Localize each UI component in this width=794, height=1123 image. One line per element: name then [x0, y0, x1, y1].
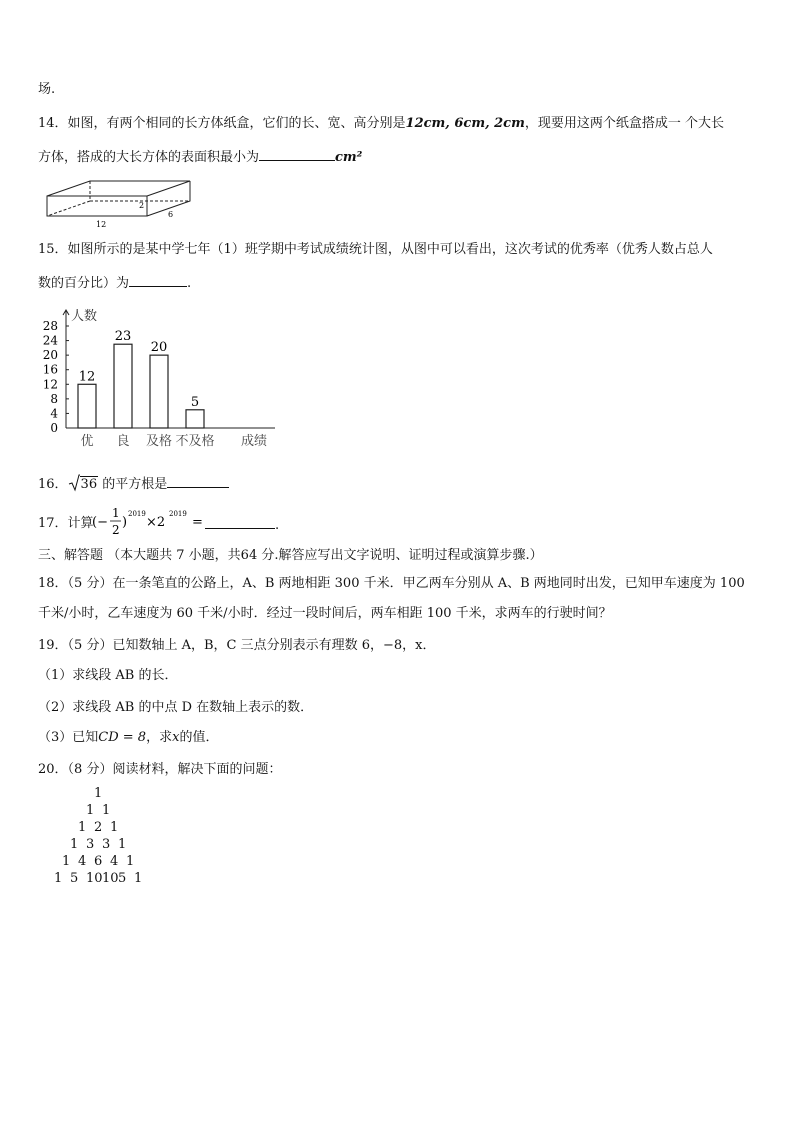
box-height-label: 2	[139, 201, 145, 210]
q19-part3-text-b: ，求	[146, 730, 173, 745]
q17-open-paren: (−	[92, 515, 108, 530]
sqrt-icon	[68, 474, 80, 492]
box-top-face	[47, 181, 190, 196]
question-15-line2	[38, 274, 191, 292]
pascal-number: 4	[78, 854, 87, 869]
pascal-number: 5	[118, 871, 127, 886]
x-category-label: 及格	[145, 434, 173, 449]
pascal-number: 3	[86, 837, 95, 852]
box-length-label: 12	[96, 220, 107, 229]
question-17	[38, 516, 94, 532]
answer-blank-15[interactable]	[129, 274, 187, 287]
question-18-line1: 18．（5 分）在一条笔直的公路上，A、B 两地相距 300 千米．甲乙两车分别从 A、B 两地同时出发，已知甲车速度为 100	[38, 576, 745, 591]
x-category-label: 不及格	[175, 434, 215, 449]
question-14-line2	[38, 148, 362, 166]
pascal-number: 6	[94, 854, 103, 869]
y-tick-label: 0	[50, 421, 58, 435]
answer-blank-17[interactable]	[205, 516, 275, 529]
box-width-label: 6	[168, 210, 174, 219]
pascal-number: 1	[78, 820, 87, 835]
x-category-label: 优	[80, 434, 94, 449]
pascal-number: 4	[110, 854, 119, 869]
continued-text: 场.	[38, 82, 56, 97]
q19-part3-var: x	[172, 730, 180, 745]
q17-end: .	[275, 518, 280, 533]
y-tick-label: 16	[42, 362, 58, 377]
pascal-number: 1	[134, 871, 143, 886]
bar	[150, 355, 168, 428]
pascal-number: 5	[70, 871, 79, 886]
q17-exponent-2: 2019	[169, 510, 187, 518]
q15-text-b: 数的百分比）为	[38, 276, 130, 291]
q17-equals: =	[192, 515, 203, 530]
q17-close-paren: )	[122, 515, 128, 530]
question-19-part1: （1）求线段 AB 的长．	[38, 668, 178, 683]
pascal-number: 1	[118, 837, 127, 852]
q16-number: 16．	[38, 477, 68, 492]
y-tick-label: 8	[50, 391, 58, 406]
q14-text-b: ，现要用这两个纸盒搭成一 个大长	[524, 116, 724, 131]
bar-value-label: 23	[114, 329, 132, 345]
pascal-number: 1	[110, 820, 119, 835]
q19-part3-text-a: （3）已知	[38, 730, 99, 745]
y-tick-label: 24	[42, 333, 58, 348]
question-19: 19．（5 分）已知数轴上 A，B，C 三点分别表示有理数 6，−8，x．	[38, 638, 436, 653]
question-16	[38, 474, 229, 493]
pascal-number: 1	[86, 803, 95, 818]
pascal-number: 1	[62, 854, 71, 869]
y-tick-label: 28	[42, 319, 58, 333]
y-tick-label: 20	[42, 348, 58, 363]
q17-numerator: 1	[112, 506, 120, 520]
y-tick-label: 4	[50, 406, 58, 421]
pascal-number: 1	[54, 871, 63, 886]
pascal-number: 1	[102, 803, 111, 818]
score-bar-chart	[30, 302, 280, 462]
q16-text: 的平方根是	[102, 477, 168, 492]
answer-blank-14[interactable]	[259, 148, 335, 161]
x-category-label: 良	[116, 434, 130, 449]
box-figure	[44, 178, 194, 230]
y-axis-label: 人数	[71, 309, 98, 324]
q14-text-c: 方体，搭成的大长方体的表面积最小为	[38, 150, 260, 165]
q19-part3-text-c: 的值．	[179, 730, 219, 745]
box-front-face	[47, 196, 147, 216]
bar-value-label: 12	[78, 369, 96, 385]
q17-times-two: ×2	[146, 515, 166, 530]
bar	[186, 410, 204, 428]
q17-expression	[92, 504, 212, 544]
bar	[114, 344, 132, 428]
q14-text-a: 14．如图，有两个相同的长方体纸盒，它们的长、宽、高分别是	[38, 116, 406, 131]
question-20: 20．（8 分）阅读材料，解决下面的问题：	[38, 762, 282, 777]
q14-dimensions: 12cm, 6cm, 2cm	[405, 116, 525, 131]
pascal-number: 1	[70, 837, 79, 852]
q17-exponent-1: 2019	[128, 510, 146, 518]
question-18-line2: 千米/小时，乙车速度为 60 千米/小时．经过一段时间后，两车相距 100 千米，求两车的行驶时间？	[38, 606, 612, 621]
section-3-heading: 三、解答题 （本大题共 7 小题，共64 分.解答应写出文字说明、证明过程或演算步骤.）	[38, 548, 543, 563]
bar-value-label: 5	[190, 394, 200, 410]
question-14-line1	[38, 116, 724, 132]
q17-answer-line	[205, 516, 279, 534]
q14-unit: cm²	[335, 150, 363, 165]
question-19-part2: （2）求线段 AB 的中点 D 在数轴上表示的数．	[38, 700, 314, 715]
y-tick-label: 12	[42, 377, 58, 392]
pascal-number: 3	[102, 837, 111, 852]
q17-text: 17．计算	[38, 516, 94, 531]
answer-blank-16[interactable]	[167, 475, 229, 488]
pascal-number: 1	[94, 786, 103, 801]
question-19-part3	[38, 730, 218, 746]
q16-radicand: 36	[80, 477, 98, 492]
pascal-triangle	[40, 786, 170, 886]
pascal-number: 1	[126, 854, 135, 869]
q17-denominator: 2	[112, 523, 120, 537]
pascal-number: 10	[86, 871, 103, 886]
q19-part3-math: CD = 8	[98, 730, 147, 745]
bar	[78, 384, 96, 428]
bar-value-label: 20	[150, 340, 168, 356]
pascal-number: 2	[94, 820, 103, 835]
x-axis-label: 成绩	[240, 434, 268, 449]
q15-end: .	[187, 276, 192, 291]
question-15-line1: 15．如图所示的是某中学七年（1）班学期中考试成绩统计图，从图中可以看出，这次考试的优秀率（优秀人数占总人	[38, 242, 713, 257]
pascal-number: 10	[102, 871, 119, 886]
